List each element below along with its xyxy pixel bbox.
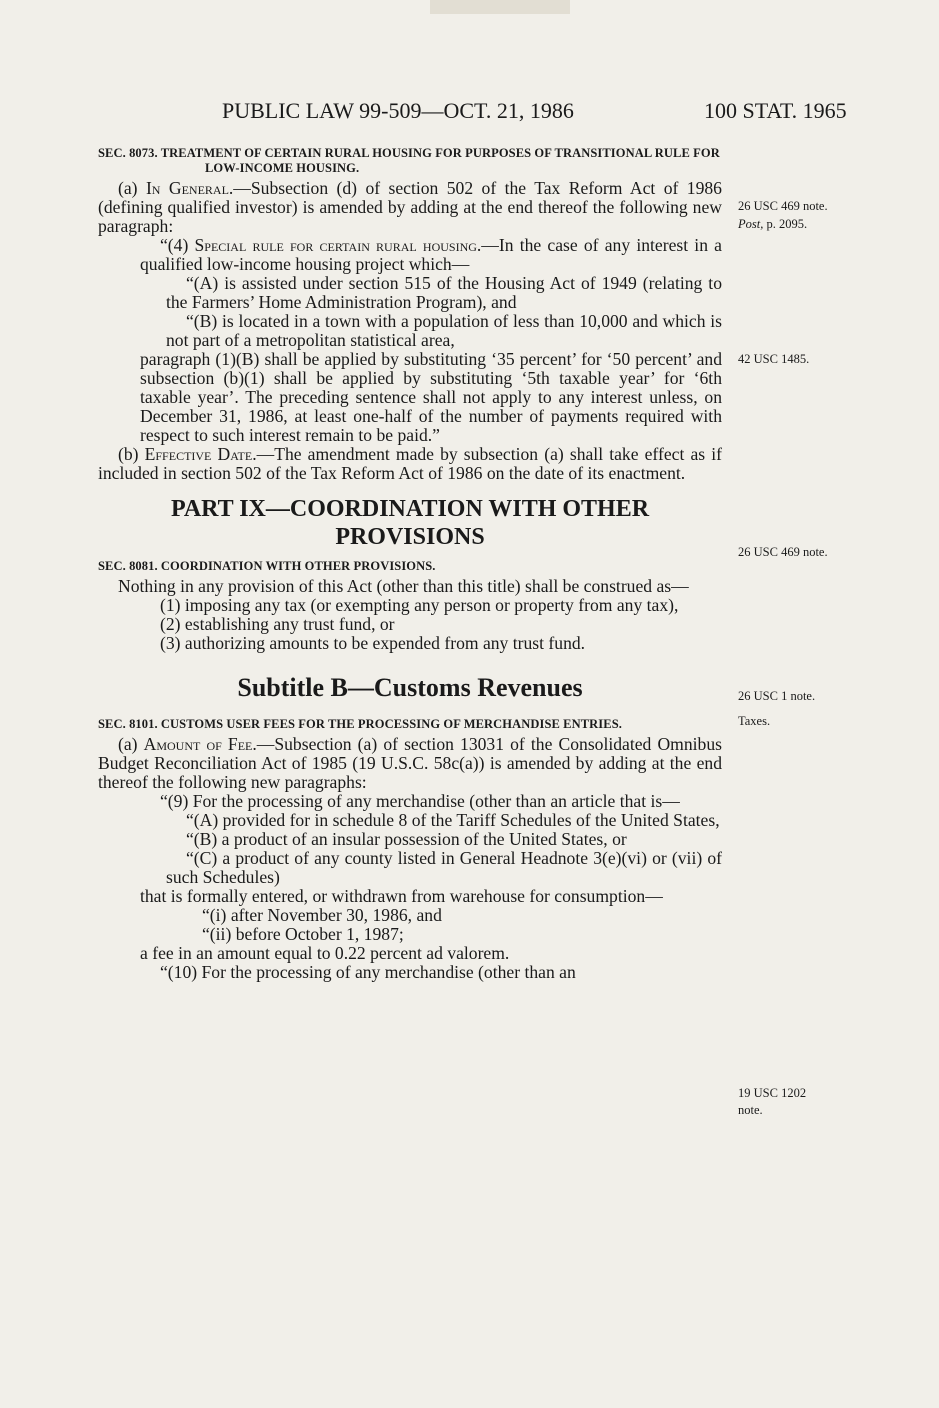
list-item: (3) authorizing amounts to be expended from any trust fund. [160,633,586,653]
section-8101-a: (a) Amount of Fee.—Subsection (a) of section 13031 of the Consolidated Omnibus Budget Reconciliation Act of 1985 (19 U.S.C. 58c(a)) is amended by adding at the end thereof the following new paragraphs: [98,734,722,792]
subparagraph-A: “(A) is assisted under section 515 of the Housing Act of 1949 (relating to the Farmers’ Home Administration Program), and [166,273,722,312]
main-text-column [98,146,722,982]
subparagraph-B: “(B) is located in a town with a population of less than 10,000 and which is not part of a metropolitan statistical area, [166,311,722,350]
margin-note: 26 USC 469 note. [738,545,828,559]
running-header-right: 100 STAT. 1965 [704,98,847,123]
clause-ii: “(ii) before October 1, 1987; [202,924,404,944]
margin-note: 26 USC 1 note. [738,689,816,703]
margin-note: 26 USC 469 note. [738,199,828,213]
paragraph-9-that: that is formally entered, or withdrawn from warehouse for consumption— [140,886,663,906]
paragraph-9: “(9) For the processing of any merchandise (other than an article that is— [160,791,680,811]
paragraph-9-fee: a fee in an amount equal to 0.22 percent ad valorem. [140,943,510,963]
part-ix-title: PART IX—COORDINATION WITH OTHER PROVISIONS [170,496,650,550]
subtitle-b-title: Subtitle B—Customs Revenues [237,673,583,702]
subparagraph-A: “(A) provided for in schedule 8 of the Tariff Schedules of the United States, [186,810,720,830]
margin-note: Post, p. 2095. [738,217,808,231]
paragraph-4: “(4) Special rule for certain rural housing.—In the case of any interest in a qualified low-income housing project which— [140,235,722,274]
section-8081-intro: Nothing in any provision of this Act (other than this title) shall be construed as— [118,576,689,596]
clause-i: “(i) after November 30, 1986, and [202,905,442,925]
subparagraph-B: “(B) a product of an insular possession of the United States, or [186,829,627,849]
paragraph-4-tail: paragraph (1)(B) shall be applied by substituting ‘35 percent’ for ‘50 percent’ and subsection (b)(1) shall be applied by substituting ‘5th taxable year’ for ‘6th taxable year’. The preceding sentence shall not apply to any interest unless, on December 31, 1986, at least one-half of the number of payments required with respect to such interest remain to be paid.” [140,349,722,445]
margin-note: 42 USC 1485. [738,352,810,366]
section-8073-heading: SEC. 8073. TREATMENT OF CERTAIN RURAL HOUSING FOR PURPOSES OF TRANSITIONAL RULE FOR LOW-INCOME HOUSING. [98,146,720,175]
margin-note: note. [738,1103,763,1117]
section-8073-b: (b) Effective Date.—The amendment made by subsection (a) shall take effect as if included in section 502 of the Tax Reform Act of 1986 on the date of its enactment. [98,444,722,483]
subparagraph-C: “(C) a product of any county listed in General Headnote 3(e)(vi) or (vii) of such Schedules) [166,848,722,887]
margin-note: 19 USC 1202 [738,1086,807,1100]
paragraph-10: “(10) For the processing of any merchandise (other than an [160,962,576,982]
list-item: (2) establishing any trust fund, or [160,614,395,634]
running-header-left: PUBLIC LAW 99-509—OCT. 21, 1986 [222,98,574,123]
top-edge-mark [430,0,570,14]
section-8101-heading: SEC. 8101. CUSTOMS USER FEES FOR THE PROCESSING OF MERCHANDISE ENTRIES. [98,717,622,731]
section-8081-heading: SEC. 8081. COORDINATION WITH OTHER PROVISIONS. [98,559,436,573]
list-item: (1) imposing any tax (or exempting any person or property from any tax), [160,595,679,615]
margin-note: Taxes. [738,714,771,728]
section-8073-a: (a) In General.—Subsection (d) of section 502 of the Tax Reform Act of 1986 (defining qualified investor) is amended by adding at the end thereof the following new paragraph: [98,178,722,236]
